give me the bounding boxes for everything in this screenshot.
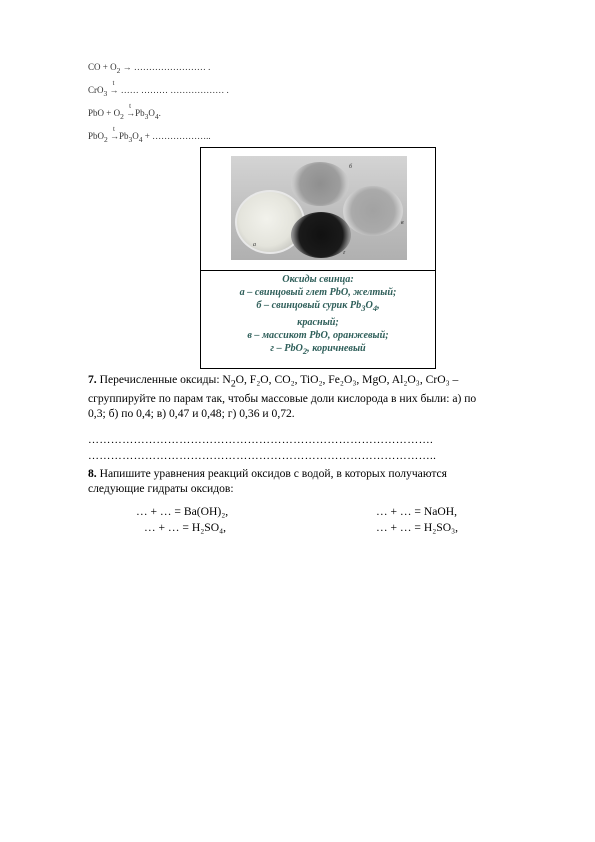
task-text: O, F₂O, CO₂, TiO₂, Fe₂O₃, MgO, Al₂O₃, CrO₃ –: [235, 373, 459, 386]
caption-sub: 3: [361, 303, 366, 314]
answer-line-1: ……………………………………………………………………………….: [88, 434, 434, 446]
hydrate-eq-1: … + … = Ba(OH)₂,: [136, 505, 229, 518]
caption-text: O: [365, 300, 373, 312]
eq-sub: 2: [120, 111, 124, 121]
caption-line-b2: красный;: [297, 316, 339, 328]
eq-sub: 3: [128, 134, 133, 144]
caption-line-d: [201, 342, 435, 358]
hydrate-eq-3: … + … = H₂SO₄,: [144, 521, 227, 534]
task-7-line-3: 0,3; б) по 0,4; в) 0,47 и 0,48; г) 0,36 и 0,72.: [88, 407, 295, 421]
eq-left: PbO + O: [88, 108, 121, 118]
photo-label-g: г: [343, 250, 346, 256]
eq-sub: 4: [154, 111, 159, 121]
caption-sub: 2: [302, 346, 308, 357]
photo-label-b: б: [349, 164, 353, 170]
task-8-line-2: следующие гидраты оксидов:: [88, 482, 234, 495]
equation-3: [88, 102, 161, 121]
caption-text: б – свинцовый сурик Pb: [256, 300, 362, 312]
temp-mark: t: [112, 79, 115, 87]
caption-line-c: в – массикот PbO, оранжевый;: [247, 329, 389, 341]
dish-g: [291, 212, 351, 258]
eq-tail: + ………………..: [142, 131, 211, 141]
lead-oxides-figure: [200, 147, 436, 369]
eq-right: O: [132, 131, 139, 141]
caption-text: ,: [377, 300, 380, 312]
caption-title: Оксиды свинца:: [282, 274, 354, 285]
caption-sub: 4: [372, 303, 378, 314]
task-number: 8.: [88, 467, 97, 480]
dish-b: [291, 162, 349, 206]
eq-left: CrO: [88, 85, 104, 95]
equation-1: [88, 62, 210, 75]
equation-2: [88, 79, 229, 98]
task-7: [88, 372, 528, 421]
arrow-icon: t →: [109, 79, 119, 95]
eq-tail: .: [158, 108, 161, 118]
photo-label-a: а: [253, 242, 256, 248]
eq-right: …… ……… ……………… .: [118, 85, 229, 95]
eq-sub: 2: [116, 65, 121, 75]
eq-sub: 3: [103, 88, 108, 98]
figure-caption: [201, 270, 435, 368]
caption-line-a: а – свинцовый глет PbO, желтый;: [239, 287, 397, 299]
caption-line-b: [201, 299, 435, 315]
photo-frame: [201, 148, 435, 271]
eq-sub: 3: [144, 111, 149, 121]
arrow-icon: t →: [110, 125, 120, 141]
eq-left: PbO: [88, 131, 105, 141]
arrow-icon: t →: [126, 102, 136, 118]
task-8: [88, 466, 528, 496]
eq-right: Pb: [135, 108, 145, 118]
task-8-line-1: [88, 466, 528, 481]
arrow-icon: →: [122, 62, 132, 72]
eq-right: Pb: [119, 131, 129, 141]
equation-4: [88, 125, 211, 144]
task-sub: 2: [230, 378, 236, 390]
eq-right: O: [148, 108, 155, 118]
lead-oxides-photo: [231, 156, 407, 260]
hydrate-eq-2: … + … = NaOH,: [376, 505, 458, 518]
eq-left: CO + O: [88, 62, 117, 72]
dish-v: [343, 186, 403, 236]
temp-mark: t: [129, 102, 132, 110]
caption-text: г – PbO: [270, 343, 303, 355]
task-7-line-2: сгруппируйте по парам так, чтобы массовые доли кислорода в них были: а) по: [88, 392, 477, 406]
caption-text: , коричневый: [307, 343, 366, 355]
eq-right: …………………… .: [131, 62, 211, 72]
answer-line-2: ………………………………………………………………………………..: [88, 450, 437, 462]
task-7-line-1: [88, 372, 528, 391]
task-text: Напишите уравнения реакций оксидов с водой, в которых получаются: [99, 467, 448, 480]
eq-sub: 2: [104, 134, 108, 144]
hydrate-eq-4: … + … = H₂SO₃,: [376, 521, 459, 534]
temp-mark: t: [113, 125, 115, 133]
photo-label-v: в: [401, 220, 404, 226]
eq-sub: 4: [138, 134, 143, 144]
task-text: Перечисленные оксиды: N: [99, 373, 231, 386]
task-number: 7.: [88, 373, 97, 386]
